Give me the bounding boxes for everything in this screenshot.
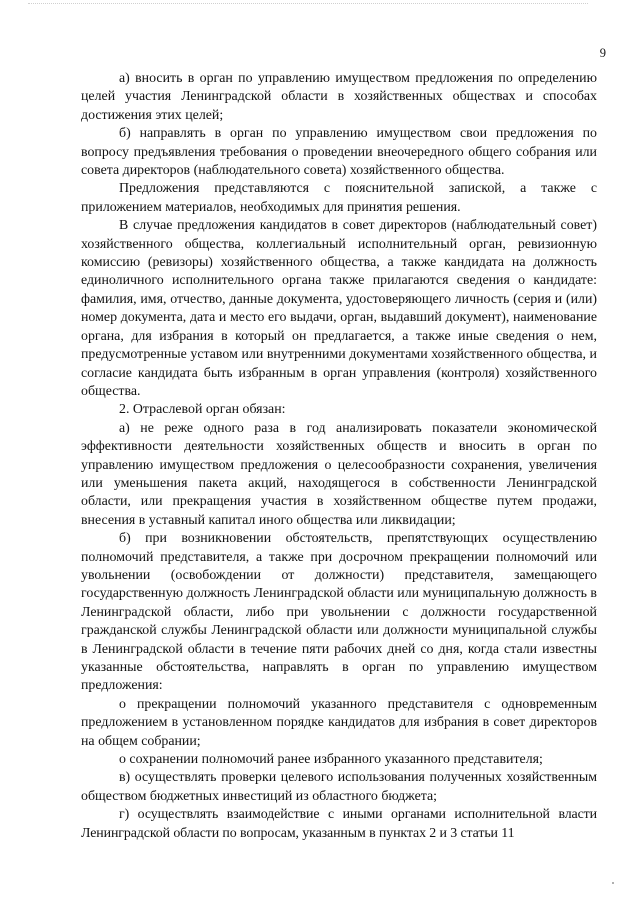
paragraph-2b-circumstances: б) при возникновении обстоятельств, препятствующих осуществлению полномочий представителя, а также при досрочном прекращении полномочий или увольнении (освобождении от должности) представителя, замещающего государственную должность Ленинградской области или муниципальную должность в Ленинградской области, либо при увольнении с должности государственной гражданской службы Ленинградской области или должности муниципальной службы в Ленинградской области в течение пяти рабочих дней со дня, когда стали известны указанные обстоятельства, направлять в орган по управлению имуществом предложения: xyxy=(81,531,597,694)
paragraph-2v-checks: в) осуществлять проверки целевого использования полученных хозяйственным обществом бюджетных инвестиций из областного бюджета; xyxy=(81,770,597,804)
page-number: 9 xyxy=(599,46,606,60)
paragraph-retention: о сохранении полномочий ранее избранного указанного представителя; xyxy=(119,752,543,768)
paragraph-proposals-note: Предложения представляются с пояснительной запиской, а также с приложением материалов, необходимых для принятия решения. xyxy=(81,181,597,215)
paragraph-2a-analysis: а) не реже одного раза в год анализировать показатели экономической эффективности деятельности хозяйственных обществ и вносить в орган по управлению имуществом предложения о целесообразности сохранения, увеличения или уменьшения пакета акций, находящегося в собственности Ленинградской области, или прекращения участия в хозяйственном обществе путем продажи, внесения в уставный капитал иного общества или ликвидации; xyxy=(81,420,597,528)
paragraph-section-2-heading: 2. Отраслевой орган обязан: xyxy=(119,402,286,418)
paragraph-a-goals: а) вносить в орган по управлению имуществом предложения по определению целей участия Ленинградской области в хозяйственных обществах и способах достижения этих целей; xyxy=(81,71,597,123)
scan-dot xyxy=(612,882,614,884)
scan-artifact-line xyxy=(28,3,588,8)
paragraph-2g-interaction: г) осуществлять взаимодействие с иными органами исполнительной власти Ленинградской области по вопросам, указанным в пунктах 2 и 3 статьи 11 xyxy=(81,807,597,841)
body-text xyxy=(81,70,597,843)
paragraph-termination: о прекращении полномочий указанного представителя с одновременным предложением в установленном порядке кандидатов для избрания в совет директоров на общем собрании; xyxy=(81,696,597,749)
paragraph-b-proposals: б) направлять в орган по управлению имуществом свои предложения по вопросу предъявления требования о проведении внеочередного общего собрания или совета директоров (наблюдательного совета) хозяйственного общества. xyxy=(81,126,597,179)
paragraph-candidates: В случае предложения кандидатов в совет директоров (наблюдательный совет) хозяйственного общества, коллегиальный исполнительный орган, ревизионную комиссию (ревизоры) хозяйственного общества, а также кандидата на должность единоличного исполнительного органа также прилагаются сведения о кандидате: фамилия, имя, отчество, данные документа, удостоверяющего личность (серия и (или) номер документа, дата и место его выдачи, орган, выдавший документ), наименование органа, для избрания в который он предлагается, а также иные сведения о нем, предусмотренные уставом или внутренними документами хозяйственного общества, и согласие кандидата быть избранным в орган управления (контроля) хозяйственного общества. xyxy=(81,218,597,399)
